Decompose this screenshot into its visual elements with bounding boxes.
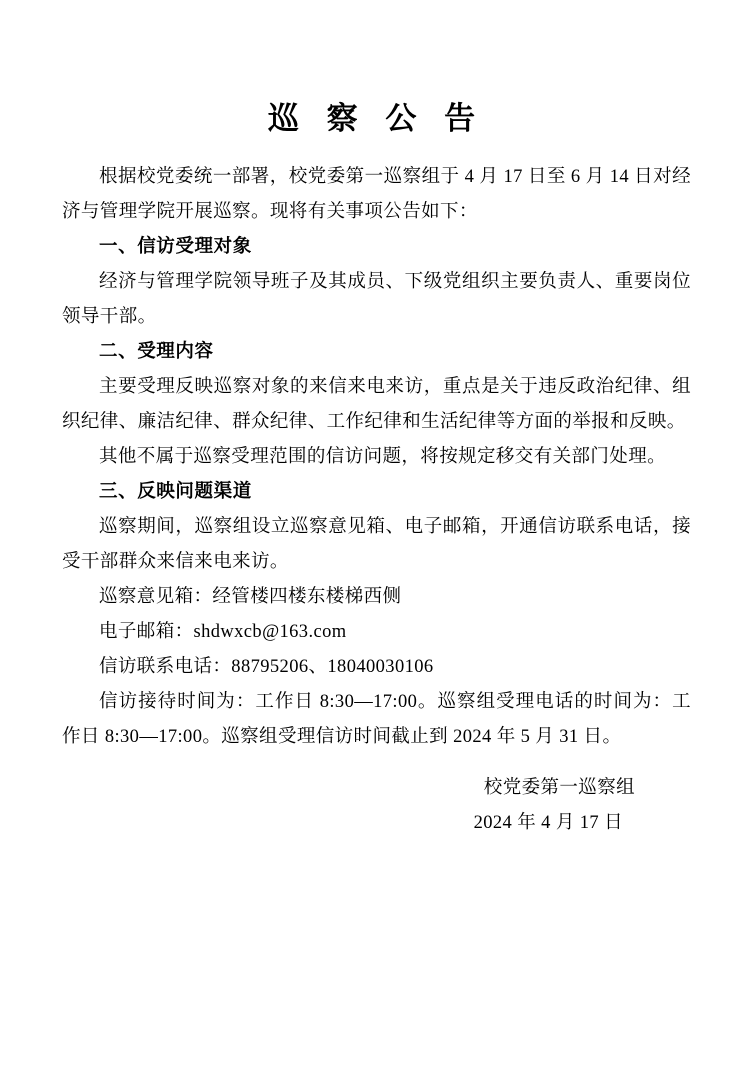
body-paragraph: 巡察期间，巡察组设立巡察意见箱、电子邮箱，开通信访联系电话，接受干部群众来信来电来访。	[62, 517, 691, 572]
page-title: 巡 察 公 告	[267, 101, 486, 136]
document-body	[62, 160, 691, 755]
contact-line: 信访联系电话：88795206、18040030106	[99, 657, 434, 677]
body-paragraph: 主要受理反映巡察对象的来信来电来访，重点是关于违反政治纪律、组织纪律、廉洁纪律、群众纪律、工作纪律和生活纪律等方面的举报和反映。	[62, 377, 691, 432]
section-heading: 三、反映问题渠道	[99, 482, 252, 502]
body-paragraph: 信访接待时间为：工作日 8:30—17:00。巡察组受理电话的时间为：工作日 8:30—17:00。巡察组受理信访时间截止到 2024 年 5 月 31 日。	[62, 692, 691, 747]
signature-block	[62, 771, 691, 841]
contact-line: 电子邮箱：shdwxcb@163.com	[99, 622, 347, 642]
body-paragraph: 根据校党委统一部署，校党委第一巡察组于 4 月 17 日至 6 月 14 日对经济与管理学院开展巡察。现将有关事项公告如下：	[62, 167, 691, 222]
body-paragraph: 其他不属于巡察受理范围的信访问题，将按规定移交有关部门处理。	[99, 447, 667, 467]
contact-line: 巡察意见箱：经管楼四楼东楼梯西侧	[99, 587, 402, 607]
signature-organization: 校党委第一巡察组	[483, 778, 635, 798]
section-heading: 一、信访受理对象	[99, 237, 252, 257]
body-paragraph: 经济与管理学院领导班子及其成员、下级党组织主要负责人、重要岗位领导干部。	[62, 272, 691, 327]
signature-date: 2024 年 4 月 17 日	[473, 813, 623, 833]
section-heading: 二、受理内容	[99, 342, 214, 362]
